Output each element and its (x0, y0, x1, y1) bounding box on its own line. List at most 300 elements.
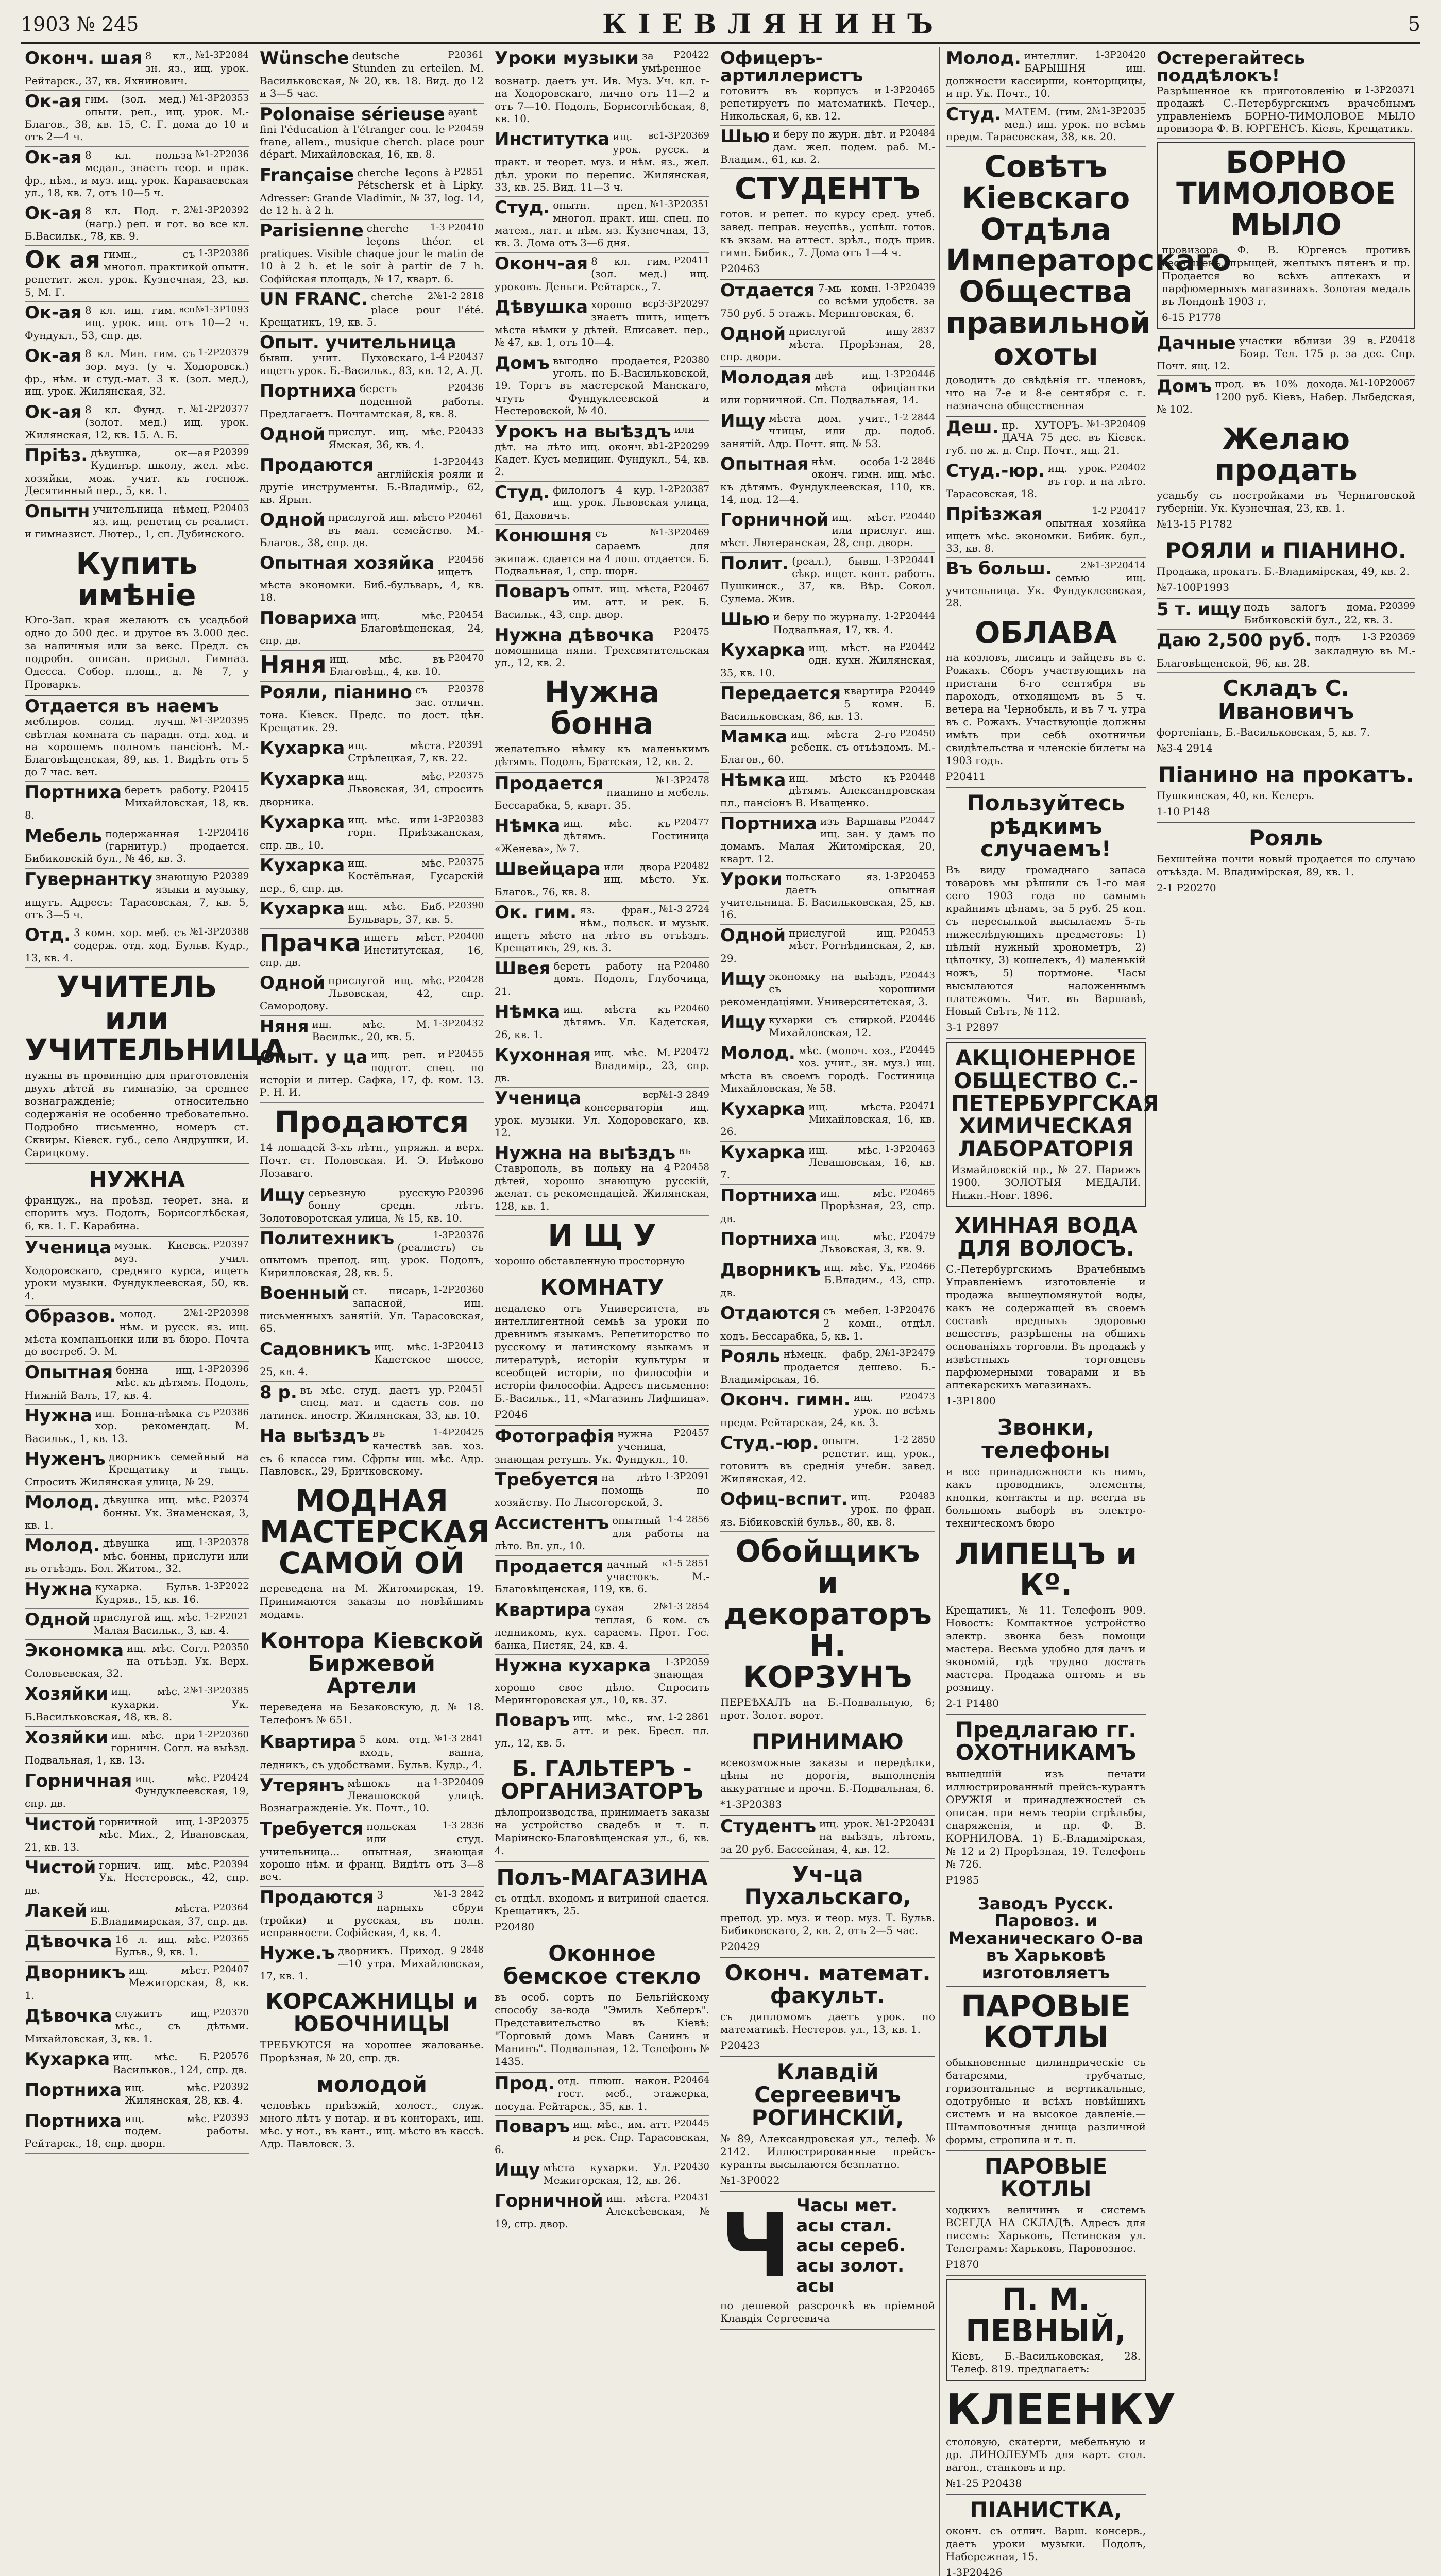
classified-ad (25, 782, 249, 825)
masthead (21, 6, 1420, 44)
ad-text: ищ. мѣст. на одн. кухн. Жилянская, 35, кв. 10. (720, 641, 935, 679)
classified-ad (25, 302, 249, 345)
classified-ad (260, 104, 484, 164)
display-ad (946, 1412, 1146, 1534)
ad-lead: Ищу (495, 2160, 540, 2181)
classified-ad (25, 869, 249, 925)
classified-ad (260, 220, 484, 289)
ad-ref: Р20483 (899, 1490, 935, 1502)
display-ad-ref: Р1985 (946, 1873, 979, 1886)
classified-ad (720, 1185, 935, 1228)
display-ad-ref: *1-3Р20383 (720, 1798, 782, 1810)
display-ad-heading: НУЖНА (89, 1166, 185, 1192)
ad-ref: Р20361 (448, 49, 484, 60)
ad-lead: Кухарка (25, 2049, 110, 2070)
ad-lead: UN FRANC. (260, 289, 368, 310)
ad-ref: Р20440 (899, 511, 935, 522)
ad-text: сухая теплая, 6 ком. съ ледникомъ, кух. сараемъ. Прот. Гос. банка, Пистяк, 24, кв. 4. (495, 1601, 709, 1651)
ad-ref: 1-3Р20396 (198, 1363, 249, 1375)
classified-ad (720, 608, 935, 639)
display-ad-heading: ОБЛАВА (975, 615, 1117, 650)
classified-ad (260, 1942, 484, 1986)
ad-ref: Р20411 (673, 255, 709, 266)
classified-ad (495, 2159, 709, 2190)
display-ad-heading: МОДНАЯ МАСТЕРСКАЯ САМОЙ ОЙ (260, 1483, 490, 1581)
classified-ad (720, 553, 935, 609)
ad-text: интеллиг. БАРЫШНЯ ищ. должности кассирши, конторщицы, и пр. Ук. Почт., 10. (946, 49, 1146, 100)
ad-ref: вс1-3Р20369 (648, 130, 709, 142)
ad-ref: 2837 (911, 325, 935, 336)
ad-ref: Р20391 (448, 739, 484, 751)
ad-text: мѣста дом. учит., чтицы, или др. подоб. занятій. Адр. Почт. ящ. № 53. (720, 412, 935, 450)
display-ad-body: доводитъ до свѣдѣнія гг. членовъ, что на 7-е и 8-е сентября с. г. назначена общественная (946, 373, 1146, 412)
display-ad-ref: 2-1 Р20270 (1157, 881, 1216, 894)
ad-text: ищ. мѣс. Ук. Б.Владим., 43, спр. дв. (720, 1261, 935, 1299)
ad-ref: 1-2Р20387 (658, 483, 709, 495)
display-ad (946, 2495, 1146, 2576)
classified-ad (260, 332, 484, 380)
ad-ref: вb1-2Р20299 (647, 440, 709, 451)
ad-ref: 1-3Р20383 (433, 814, 484, 825)
classified-ad (720, 453, 935, 510)
ad-text: мѣс. (молоч. хоз., хоз. учит., зн. муз.) ищ. мѣста въ своемъ городѣ. Гостиница Михайловская, № 58. (720, 1044, 935, 1095)
ad-text: cherche place pour l'été. Крещатикъ, 19, кв. 5. (260, 291, 484, 329)
display-ad-body: Продажа, прокатъ. Б.-Владимірская, 49, кв. 2. (1157, 565, 1410, 578)
ad-ref: 2№1-3 2854 (653, 1601, 709, 1612)
ad-lead: Остерегайтесь поддѣлокъ! (1157, 48, 1306, 86)
ad-lead: Ок-ая (25, 91, 82, 112)
display-ad-heading: Контора Кіевской Биржевой Артели (260, 1628, 484, 1699)
ad-ref: №1-3 2724 (659, 904, 709, 915)
ad-ref: Р20397 (213, 1239, 249, 1250)
classified-ad (260, 380, 484, 423)
ad-text: ищ. мѣс. Фундуклеевская, 19, спр. дв. (25, 1772, 249, 1810)
ad-text: 8 кл. гим. (зол. мед.) ищ. уроковъ. Деньги. Рейтарск., 7. (495, 255, 709, 293)
ad-lead: Отдаются (720, 1302, 820, 1324)
ad-lead: 5 т. ищу (1157, 599, 1241, 620)
classified-ad (25, 825, 249, 869)
ad-lead: Оконч. шая (25, 48, 142, 69)
ad-text: ищ. урок. русск. и практ. и теорет. муз. и нѣм. яз., жел. дѣл. уроки по перепис. Жилянская, 33, кв. 25. Вид. 11—3 ч. (495, 130, 709, 193)
classified-ad (495, 1426, 709, 1469)
ad-ref: Р20456 (448, 554, 484, 566)
classified-ad (495, 815, 709, 858)
display-ad (946, 613, 1146, 788)
display-ad-heading: ХИННАЯ ВОДА ДЛЯ ВОЛОСЪ. (954, 1213, 1138, 1261)
ad-lead: Полит. (720, 553, 789, 574)
ad-ref: 1-2 2850 (893, 1434, 935, 1446)
display-ad-heading: Желаю продать (1214, 421, 1358, 488)
display-ad-body: хорошо обставленную просторную (495, 1254, 685, 1267)
ad-text: беретъ работу на домъ. Подолъ, Глубочица, 21. (495, 959, 709, 997)
ad-lead: Кухарка (260, 855, 345, 876)
ad-lead: Студентъ (720, 1816, 817, 1837)
display-ad-body: съ отдѣл. входомъ и витриной сдается. Крещатикъ, 25. (495, 1891, 709, 1917)
ad-ref: Р20378 (448, 683, 484, 694)
ad-text: мѣшокъ на Левашовской улицѣ. Вознагражденіе. Ук. Почт., 10. (260, 1776, 484, 1815)
classified-ad (25, 91, 249, 147)
ad-ref: 1-4 Р20437 (430, 351, 484, 363)
display-ad-body: Кіевъ, Б.-Васильковская, 28. Телеф. 819. предлагаетъ: (951, 2350, 1141, 2376)
ad-ref: №1-2Р20431 (875, 1817, 935, 1828)
display-ad-heading: Оконч. математ. факульт. (724, 1960, 931, 2009)
ad-lead: Поваръ (495, 581, 570, 602)
ad-lead: Конюшня (495, 525, 592, 546)
classified-ad (25, 401, 249, 445)
ad-text: 8 кл. Мин. гим. съ зор. муз. (у ч. Ходоровск.) фр., нѣм. и студ.-мат. 3 к. (зол. мед.), ищ. урок. Жилянская, 32. (25, 347, 249, 398)
column-2 (256, 47, 488, 2576)
ad-text: прод. въ 10% дохода. 1200 руб. Кіевъ, Набер. Лыбедская, № 102. (1157, 378, 1415, 416)
ad-ref: 2№1-3Р20414 (1080, 560, 1146, 571)
ad-ref: к1-5 2851 (662, 1557, 709, 1569)
ad-lead: Образов. (25, 1306, 116, 1327)
ad-lead: Няня (260, 650, 327, 679)
ad-text: подержанная (гарнитур.) продается. Бибиковскій бул., № 46, кв. 3. (25, 827, 249, 865)
ad-ref: Р20472 (673, 1046, 709, 1058)
ad-text: ищ. мѣс. М. Васильк., 20, кв. 5. (312, 1018, 430, 1043)
ad-ref: Р20448 (899, 771, 935, 783)
classified-ad (720, 1259, 935, 1302)
ad-lead: Портниха (720, 813, 818, 834)
ad-text: ищ. урок. по всѣмъ предм. Рейтарская, 24, кв. 3. (720, 1391, 935, 1429)
display-ad-body: Юго-Зап. края желаютъ съ усадьбой одно до 500 дес. и другое въ 3.000 дес. за наличныя или за векс. Предл. съ подробн. описан. присыл. Гимназ. Одесса. Собор. площ., д. № 7, у Проваркъ. (25, 614, 249, 691)
ad-text: изъ Варшавы ищ. зан. у дамъ по домамъ. Малая Житомірская, 20, кварт. 12. (720, 815, 935, 865)
ad-lead: Деш. (946, 417, 999, 438)
ad-text: 8 кл. Фунд. г. (золот. мед.) ищ. урок. Жилянская, 12, кв. 15. А. Б. (25, 403, 249, 441)
ad-ref: Р20375 (448, 857, 484, 868)
ad-ref: Р20480 (673, 959, 709, 971)
classified-ad (25, 696, 249, 782)
ad-ref: Р20454 (448, 609, 484, 620)
classified-ad (25, 246, 249, 302)
classified-ad (260, 898, 484, 929)
column-4 (716, 47, 940, 2576)
ad-ref: №1-3Р20395 (189, 715, 249, 726)
ad-text: ищ. мѣс. Прорѣзная, 23, спр. дв. (720, 1187, 935, 1225)
ad-text: нужна ученица, знающая ретушъ. Ук. Фундукл., 10. (495, 1428, 689, 1465)
ad-lead: Портниха (720, 1185, 818, 1206)
classified-ad (25, 1640, 249, 1683)
ad-lead: Опытная (720, 453, 809, 474)
ad-lead: Передается (720, 683, 841, 704)
ad-text: ayant fini l'éducation à l'étranger cou. le frane, allem., musique cherch. place pour départ. Михайловская, 16, кв. 8. (260, 105, 484, 161)
ad-text: дѣвушка ищ. мѣс. бонны, прислуги или въ отъѣздъ. Бол. Житом., 32. (25, 1537, 249, 1575)
display-ad-heading: УЧИТЕЛЬ или УЧИТЕЛЬНИЦА (25, 970, 286, 1068)
ad-ref: 1-3Р20446 (884, 368, 935, 380)
ad-ref: Р20473 (899, 1391, 935, 1402)
ad-ref: Р20465 (899, 1187, 935, 1198)
ad-lead: Ищу (720, 410, 766, 431)
ad-ref: 2№1-3Р2479 (875, 1348, 935, 1359)
classified-ad (720, 1432, 935, 1488)
classified-ad (260, 47, 484, 104)
ad-lead: Нуженъ (25, 1449, 106, 1470)
ad-ref: Р20459 (448, 123, 484, 134)
ad-ref: Р20399 (213, 446, 249, 457)
ad-ref: Р20396 (448, 1186, 484, 1197)
ad-lead: Одной (720, 324, 786, 345)
ad-lead: Хозяйки (25, 1684, 108, 1705)
classified-ad (720, 1816, 935, 1859)
display-ad-body: нужны въ провинцію для приготовленія двухъ дѣтей въ гимназію, за среднее вознагражденіе; относительно содержанія не особенно требовательно. Подробно письменно, номеръ ст. Сквиры. Кіевск. губ., село Андрушки, И. Сарицкому. (25, 1069, 249, 1159)
classified-ad (260, 1425, 484, 1481)
ad-text: нѣмецк. фабр. продается дешево. Б.-Владимірская, 16. (720, 1348, 935, 1385)
ad-ref: Р20479 (899, 1230, 935, 1242)
classified-ad (495, 1556, 709, 1599)
display-ad-body: № 89, Александровская ул., телеф. № 2142. Иллюстрированные прейсъ-куранты высылаются безплатно. (720, 2132, 935, 2171)
watches-item: асы стал. (796, 2215, 892, 2236)
ad-ref: Р20466 (899, 1261, 935, 1272)
ad-lead: Polonaise sérieuse (260, 104, 445, 125)
ad-ref: 1-3Р20441 (884, 554, 935, 566)
ad-ref: 1-4Р20425 (433, 1427, 484, 1438)
ad-ref: Р20482 (673, 860, 709, 872)
ad-ref: 1-3Р20378 (198, 1537, 249, 1548)
classified-ad (260, 768, 484, 811)
display-ad (260, 2069, 484, 2155)
ad-lead: Отдается въ наемъ (25, 696, 219, 717)
display-ad (720, 1532, 935, 1726)
ad-ref: 2№1-2 2818 (427, 291, 484, 302)
display-ad (1157, 759, 1415, 823)
ad-text: знающую языки и музыку, ищутъ. Адресъ: Тарасовская, 7, кв. 5, отъ 3—5 ч. (25, 870, 249, 921)
ad-text: за умѣренное вознагр. даетъ уч. Ив. Муз. Уч. кл. г-на Ходоровскаго, лично отъ 11—2 и отъ 7—10. Подолъ, Борисоглѣбская, 8, кв. 10. (495, 49, 709, 125)
ad-text: ищ. мѣс. Львовская, 3, кв. 9. (820, 1230, 926, 1256)
ad-text: опытн. репетит. ищ. урок., готовитъ въ среднія учебн. завед. Жилянская, 42. (720, 1434, 935, 1485)
ad-text: cherche leçons théor. et pratiques. Visible chaque jour le matin de 10 à 2 h. et le soir à partir de 7 h. Софійская площадь, № 17, кварт. 6. (260, 222, 484, 285)
ad-ref: №1-3 2842 (433, 1888, 484, 1900)
ad-ref: всп№1-3Р1093 (178, 304, 249, 315)
ad-lead: Молод. (946, 48, 1021, 69)
classified-ad (495, 624, 709, 673)
display-ad-ref: Р20411 (946, 770, 986, 783)
display-ad-body: ходкихъ величинъ и системъ ВСЕГДА НА СКЛАДѢ. Адресъ для писемъ: Харьковъ, Петинская ул. Телеграмъ: Харьковъ, Паровозное. (946, 2204, 1146, 2255)
display-ad-heading: Полъ-МАГАЗИНА (496, 1864, 708, 1890)
classified-ad (260, 811, 484, 855)
classified-ad (720, 813, 935, 869)
ad-ref: Р20380 (673, 354, 709, 365)
ad-ref: Р20430 (673, 2161, 709, 2173)
classified-ad (720, 1142, 935, 1185)
ad-text: бонна ищ. мѣс. къ дѣтямъ. Подолъ, Нижній Валъ, 17, кв. 4. (25, 1363, 249, 1401)
ad-lead: Портниха (25, 2079, 122, 2100)
display-ad-body: усадьбу съ постройками въ Черниговской губерніи. Ук. Кузнечная, 23, кв. 1. (1157, 489, 1415, 515)
ad-lead: Продаются (260, 1887, 374, 1908)
display-ad-ref: 1-3Р1800 (946, 1395, 996, 1408)
ad-ref: №1-3Р2035З (189, 93, 249, 104)
ad-lead: Одной (260, 973, 326, 994)
display-ad (495, 672, 709, 773)
ad-lead: Молодая (720, 367, 812, 388)
ad-lead: Политехникъ (260, 1228, 395, 1249)
display-ad-ref: 1-10 Р148 (1157, 805, 1210, 818)
classified-ad (495, 1088, 709, 1142)
classified-ad (1157, 47, 1415, 139)
ad-text: семью ищ. учительница. Ук. Фундуклеевская, 28. (946, 571, 1146, 609)
classified-ad (25, 1727, 249, 1770)
classified-ad (495, 1512, 709, 1555)
ad-text: служитъ ищ. мѣс., съ дѣтьми. Михайловская, 3, кв. 1. (25, 2007, 249, 2045)
ad-ref: 1-3Р20386 (198, 248, 249, 259)
classified-ad (25, 501, 249, 544)
ad-text: или дѣт. на лѣто ищ. оконч. Кадет. Кусъ медицин. Фундукл., 54, кв. 2. (495, 422, 709, 478)
display-ad-heading: Купить имѣніе (76, 546, 198, 613)
ad-text: ищ. мѣс. Левашовская, 16, кв. 7. (720, 1143, 935, 1181)
classified-ad (720, 367, 935, 410)
ad-text: ищ. мѣста 2-го ребенк. съ отъѣздомъ. М.-Благов., 60. (720, 728, 935, 766)
ad-ref: Р20400 (448, 931, 484, 942)
display-ad-body: съ дипломомъ даетъ урок. по математикѣ. Нестеров. ул., 13, кв. 1. (720, 2010, 935, 2036)
ad-text: прислуг. ищ. мѣс. Ямская, 36, кв. 4. (328, 426, 445, 451)
ad-ref: 1-3 2836 (442, 1820, 484, 1831)
ad-text: нѣм. особа оконч. гимн. ищ. мѣс. къ дѣтямъ. Фундуклеевская, 110, кв. 14, под. 12—4. (720, 455, 935, 506)
display-ad-heading: ПАРОВЫЕ КОТЛЫ (984, 2154, 1108, 2202)
ad-ref: Р20446 (899, 1013, 935, 1025)
classified-ad (1157, 630, 1415, 673)
classified-ad (260, 423, 484, 454)
classified-ad (25, 1962, 249, 2005)
classified-ad (25, 1362, 249, 1405)
classified-ad (495, 1599, 709, 1655)
ad-text: дачный участокъ. М.-Благовѣщенская, 119, кв. 6. (495, 1557, 709, 1596)
ad-text: прислугой ищу мѣста. Прорѣзная, 28, спр. двори. (720, 325, 935, 363)
ad-text: (реал.), бывш. сѣкр. ищет. конт. работъ. Пушкинск., 37, кв. Вѣр. Сокол. Сулема. Жив. (720, 554, 935, 605)
classified-ad (495, 1142, 709, 1216)
ad-text: 3 комн. хор. меб. съ содерж. отд. ход. Бульв. Кудр., 13, кв. 4. (25, 926, 249, 964)
ad-ref: 1-2Р20444 (884, 611, 935, 622)
ad-lead: Молод. (25, 1492, 100, 1513)
ad-lead: Ок-ая (25, 346, 82, 367)
ad-ref: Р20449 (899, 685, 935, 696)
ad-text: 8 кл., зн. яз., ищ. урок. Рейтарск., 37, кв. Яхнинович. (25, 49, 249, 87)
classified-ad (495, 482, 709, 525)
ad-ref: Р20431 (673, 2192, 709, 2204)
ad-text: ищ. мѣста. Михайловская, 16, кв. 26. (720, 1100, 935, 1138)
display-ad (946, 1715, 1146, 1891)
display-ad (260, 1625, 484, 1731)
display-ad (1157, 823, 1415, 899)
ad-lead: Мебель (25, 825, 103, 846)
display-ad-body: желательно нѣмку къ маленькимъ дѣтямъ. Подолъ, Братская, 12, кв. 2. (495, 742, 709, 768)
ad-lead: Нужна кухарка (495, 1655, 651, 1676)
display-ad (1157, 535, 1415, 599)
display-ad-body: ТРЕБУЮТСЯ на хорошее жалованье. Прорѣзная, № 20, спр. дв. (260, 2038, 484, 2064)
ad-lead: Чистой (25, 1814, 96, 1835)
ad-ref: Р20442 (899, 641, 935, 652)
ad-lead: Утерянъ (260, 1775, 345, 1796)
ad-text: дѣвушка, ок—ая Кудинър. школу, жел. мѣс. хозяйки, мож. учит. къ госпож. Десятинный пер., 5, кв. 1. (25, 446, 249, 497)
ad-lead: Прачка (260, 929, 361, 957)
ad-text: бывш. учит. Пуховскаго, ищетъ урок. Б.-Васильк., 83, кв. 12, А. Д. (260, 351, 483, 377)
ad-lead: Нужна на выѣздъ (495, 1143, 676, 1164)
display-ad-heading: Уч-ца Пухальскаго, (744, 1861, 911, 1910)
display-ad (1157, 673, 1415, 759)
display-ad-heading: РОЯЛИ и ПІАНИНО. (1165, 538, 1406, 564)
ad-text: въ мѣс. студ. даетъ ур. спец. мат. и сдаетъ сов. по латинск. иностр. Жилянская, 33, кв. 10. (260, 1383, 484, 1421)
ad-text: 3 парныхъ сбруи (тройки) и русская, въ полн. исправности. Софійская, 4, кв. 4. (260, 1888, 484, 1939)
ad-lead: Домъ (495, 352, 550, 374)
classified-ad (25, 1579, 249, 1609)
ad-ref: №1-10Р20067 (1350, 378, 1415, 389)
ad-lead: Повариха (260, 607, 358, 629)
display-ad-body: препод. ур. муз. и теор. муз. Т. Бульв. Бибиковскаго, 2, кв. 2, отъ 2—5 час. (720, 1911, 935, 1937)
display-ad-ref: Р20423 (720, 2039, 760, 2052)
ad-text: ищ. мѣс. Жилянская, 28, кв. 4. (125, 2081, 243, 2107)
ad-ref: Р20433 (448, 426, 484, 437)
ad-ref: Р20403 (213, 502, 249, 514)
ad-lead: Ок-ая (25, 401, 82, 422)
ad-text: ищ. мѣс. подем. работы. Рейтарск., 18, спр. дворн. (25, 2112, 249, 2150)
display-ad-heading: КЛЕЕНКУ (946, 2385, 1176, 2435)
ad-lead: Wünsche (260, 48, 349, 69)
ad-ref: Р20407 (213, 1963, 249, 1975)
ad-ref: Р20475 (673, 626, 709, 637)
display-ad-ref: №1-25 Р20438 (946, 2477, 1022, 2490)
ad-text: 5 ком. отд. входъ, ванна, ледникъ, съ удобствами. Бульв. Кудр., 4. (260, 1733, 484, 1771)
display-ad-ref: 3-1 Р2897 (946, 1021, 999, 1033)
classified-ad (720, 726, 935, 769)
ad-lead: Дѣвочка (25, 2005, 112, 2026)
ad-ref: 1-3Р20432 (433, 1018, 484, 1029)
ad-lead: Садовникъ (260, 1338, 371, 1360)
ad-lead: Кухарка (260, 899, 345, 920)
ad-ref: 1-3Р2059 (665, 1657, 709, 1668)
classified-ad (495, 858, 709, 902)
display-ad-heading: П. М. ПЕВНЫЙ, (965, 2282, 1126, 2349)
display-ad-body: Измайловскій пр., № 27. Парижъ 1900. ЗОЛОТЫЯ МЕДАЛИ. Нижн.-Новг. 1896. (951, 1163, 1141, 1202)
ad-lead: Одной (260, 424, 326, 445)
ad-ref: 1-2 2861 (668, 1711, 709, 1723)
ad-text: ищетъ мѣста экономки. Биб.-бульварь, 4, кв. 18. (260, 566, 484, 604)
ad-text: ищ. мѣс., им. атт. и рек. Спр. Тарасовская, 6. (495, 2118, 709, 2156)
classified-ad (495, 2073, 709, 2116)
ad-ref: Р20458 (673, 1162, 709, 1173)
ad-text: мѣста кухарки. Ул. Межигорская, 12, кв. 26. (543, 2161, 681, 2187)
ad-lead: Опытн (25, 501, 90, 522)
classified-ad (25, 1770, 249, 1814)
classified-ad (260, 1887, 484, 1943)
classified-ad (260, 1016, 484, 1047)
classified-ad (495, 1044, 709, 1088)
display-ad-body: Пушкинская, 40, кв. Келеръ. (1157, 789, 1315, 802)
classified-ad (720, 47, 935, 126)
display-ad-heading: АКЦІОНЕРНОЕ ОБЩЕСТВО С.-ПЕТЕРБУРГСКАЯ ХИМИЧЕСКАЯ ЛАБОРАТОРІЯ (951, 1045, 1159, 1162)
ad-text: ищ. урок. въ гор. и на лѣто. Тарасовская, 18. (946, 462, 1146, 500)
classified-ad (260, 1046, 484, 1103)
ad-text: ищетъ мѣст. Институтская, 16, спр. дв. (260, 931, 484, 969)
ad-text: экономку на выѣздъ, съ хорошими рекомендаціями. Университетская, 3. (720, 970, 935, 1008)
classified-ad (25, 2110, 249, 2154)
ad-lead: Дворникъ (25, 1962, 126, 1983)
display-ad-body: человѣкъ приѣзжій, холост., служ. много лѣтъ у нотар. и въ конторахъ, ищ. мѣс. у нот., въ кант., ищ. мѣсто въ кассѣ. Адр. Павловск. 3. (260, 2098, 484, 2150)
display-ad (260, 1986, 484, 2069)
display-ad (946, 1987, 1146, 2151)
classified-ad (260, 1382, 484, 1425)
classified-ad (260, 289, 484, 332)
ad-ref: Р2851 (454, 166, 484, 177)
ad-ref: Р20370 (213, 2007, 249, 2018)
ad-text: ищ. мѣс. Согл. на отъѣзд. Ук. Верх. Соловьевская, 32. (25, 1642, 249, 1680)
ad-ref: Р20436 (448, 382, 484, 394)
ad-lead: Ищу (260, 1184, 306, 1206)
ad-text: опытн. преп. многол. практ. ищ. спец. по матем., лат. и нѣм. яз. Кузнечная, 13, кв. 3. Дома отъ 3—6 дня. (495, 199, 709, 249)
ad-ref: №1-3Р2084 (195, 49, 249, 60)
display-ad-body: обыкновенные цилиндрическіе съ батареями, трубчатые, горизонтальные и вертикальные, одотрубные и всѣхъ новѣйшихъ системъ и на высокое давленіе.—Штамповочныя днища различной формы, стропила и т. п. (946, 2056, 1146, 2146)
classified-ad (25, 2079, 249, 2110)
ad-ref: Р20460 (673, 1003, 709, 1014)
display-ad-ref: Р2046 (495, 1408, 528, 1421)
ad-ref: Р20422 (673, 49, 709, 60)
